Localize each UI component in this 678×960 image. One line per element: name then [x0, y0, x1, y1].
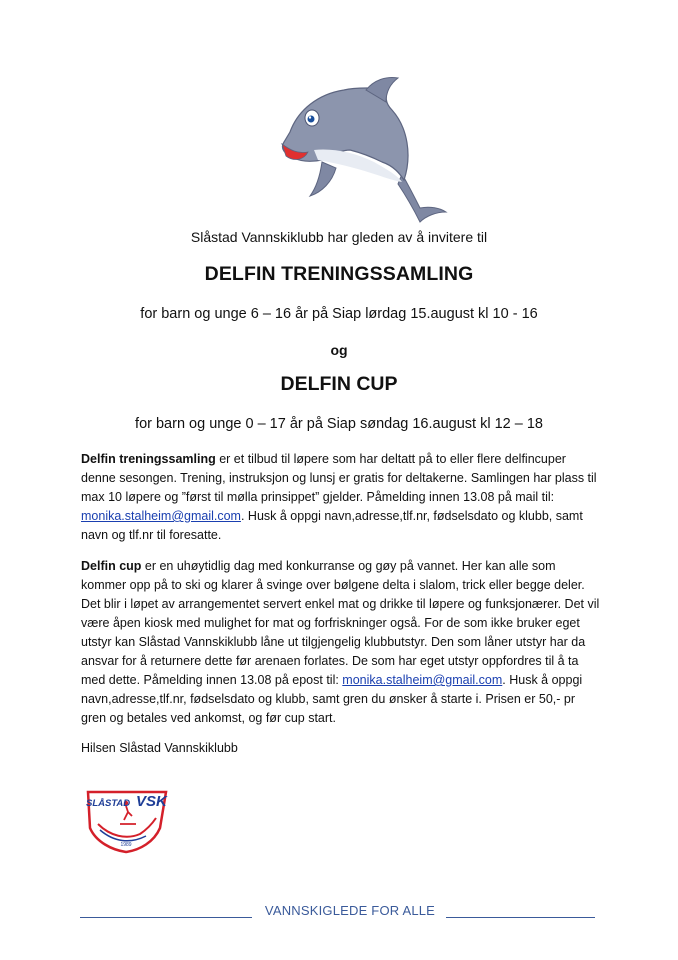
paragraph-text: . Husk å oppgi navn,adresse,tlf.nr, fødselsdato og klubb, samt gren du ønsker å starte i. Prisen er 50,- pr gren og betales ved ankomst, og før cup start. [81, 673, 583, 725]
event2-subtitle: for barn og unge 0 – 17 år på Siap søndag 16.august kl 12 – 18 [135, 416, 543, 432]
club-logo [80, 784, 172, 854]
logo-text-left: SLÅSTAD [86, 798, 131, 809]
footer-slogan: VANNSKIGLEDE FOR ALLE [264, 903, 436, 918]
email-link[interactable]: monika.stalheim@gmail.com [342, 673, 503, 687]
paragraph-text: . Husk å oppgi navn,adresse,tlf.nr, fødselsdato og klubb, samt navn og tlf.nr til foresatte. [81, 509, 583, 542]
greeting: Hilsen Slåstad Vannskiklubb [81, 741, 238, 755]
paragraph-lead: Delfin cup [81, 559, 142, 573]
logo-year: 1989 [120, 842, 132, 848]
footer-line-left [80, 917, 252, 918]
paragraph-lead: Delfin treningssamling [81, 452, 216, 466]
connector-text: og [330, 342, 348, 358]
dolphin-illustration [270, 76, 450, 224]
paragraph-cup [81, 557, 601, 728]
footer-line-right [446, 917, 595, 918]
event1-subtitle: for barn og unge 6 – 16 år på Siap lørdag 15.august kl 10 - 16 [140, 306, 538, 322]
logo-text-right: VSK [136, 793, 167, 810]
footer [80, 902, 595, 922]
paragraph-text: er en uhøytidlig dag med konkurranse og gøy på vannet. Her kan alle som kommer opp på to ski og klarer å svinge over bølgene delta i slalom, trick eller begge deler. Det blir i løpet av arrangementet servert enkel mat og drikke til løpere og funksjonærer. Det vil være åpen kiosk med mulighet for mat og forfriskninger også. For de som ikke bruker eget utstyr kan Slåstad Vannskiklubb låne ut tilgjengelig klubbutstyr. Den som låner utstyr har da ansvar for å returnere dette før arenaen forlates. De som har eget utstyr oppfordres til å ta med dette. Påmelding innen 13.08 på epost til: [81, 559, 600, 687]
email-link[interactable]: monika.stalheim@gmail.com [81, 509, 241, 523]
paragraph-text: er et tilbud til løpere som har deltatt på to eller flere delfincuper denne sesongen. Trening, instruksjon og lunsj er gratis for deltakerne. Samlingen har plass til max 10 løpere og ”først til mølla prinsippet” gjelder. Påmelding innen 13.08 på mail til: [81, 452, 597, 504]
event1-title: DELFIN TRENINGSSAMLING [204, 263, 474, 285]
invite-line: Slåstad Vannskiklubb har gleden av å invitere til [190, 229, 488, 245]
event2-title: DELFIN CUP [280, 373, 398, 395]
paragraph-treningssamling [81, 450, 601, 545]
